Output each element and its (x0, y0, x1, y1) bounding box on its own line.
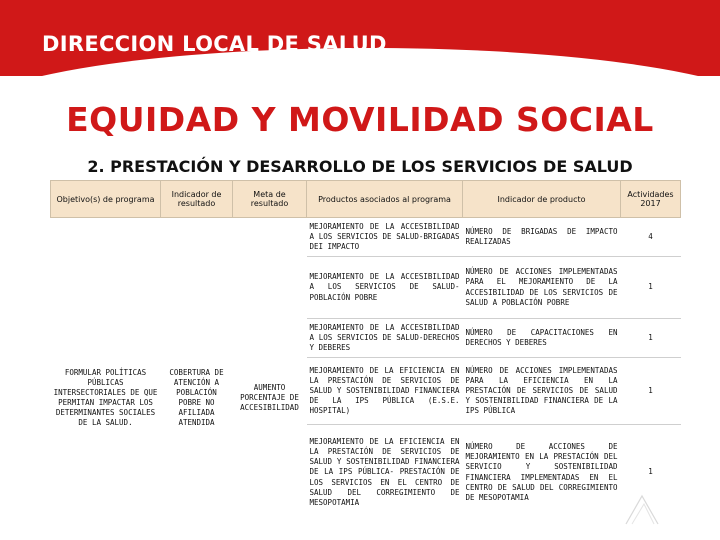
activities-cell: 1 (621, 358, 681, 425)
product-indicator-cell: NÚMERO DE CAPACITACIONES EN DERECHOS Y DEBERES (463, 319, 621, 358)
activities-cell: 4 (648, 231, 653, 241)
result-indicator-cell: COBERTURA DE ATENCIÓN A POBLACIÓN POBRE NO AFILIADA ATENDIDA (169, 367, 224, 428)
product-indicator-cell: NÚMERO DE BRIGADAS DE IMPACTO REALIZADAS (465, 226, 618, 246)
activities-cell: 1 (621, 256, 681, 319)
product-indicator-cell: NÚMERO DE ACCIONES IMPLEMENTADAS PARA LA EFICIENCIA EN LA PRESTACIÓN DE SERVICIOS DE SALUD Y SOSTENIBILIDAD FINANCIERA DE LA IPS PÚBLICA (463, 358, 621, 425)
header-product-indicator: Indicador de producto (463, 181, 621, 218)
page-title: EQUIDAD Y MOVILIDAD SOCIAL (66, 100, 654, 139)
product-cell: MEJORAMIENTO DE LA EFICIENCIA EN LA PRESTACIÓN DE SERVICIOS DE SALUD Y SOSTENIBILIDAD FINANCIERA DE LA IPS PÚBLICA (E.S.E. HOSPITAL) (307, 358, 463, 425)
program-table (50, 180, 681, 520)
objective-cell: FORMULAR POLÍTICAS PÚBLICAS INTERSECTORIALES DE QUE PERMITAN IMPACTAR LOS DETERMINANTES SOCIALES DE LA SALUD. (53, 367, 158, 428)
banner-title: DIRECCION LOCAL DE SALUD (42, 32, 387, 56)
header-objective: Objetivo(s) de programa (51, 181, 161, 218)
product-indicator-cell: NÚMERO DE ACCIONES DE MEJORAMIENTO EN LA PRESTACIÓN DEL SERVICIO Y SOSTENIBILIDAD FINANCIERA IMPLEMENTADAS EN EL CENTRO DE SALUD DEL CORREGIMIENTO DE MESOPOTAMIA (463, 425, 621, 520)
product-cell: MEJORAMIENTO DE LA ACCESIBILIDAD A LOS SERVICIOS DE SALUD-BRIGADAS DEI IMPACTO (309, 221, 460, 251)
header-result-indicator: Indicador de resultado (161, 181, 233, 218)
activities-cell: 1 (621, 425, 681, 520)
activities-cell: 1 (621, 319, 681, 358)
header-products: Productos asociados al programa (307, 181, 463, 218)
decorative-corner-icon (622, 488, 662, 528)
product-indicator-cell: NÚMERO DE ACCIONES IMPLEMENTADAS PARA EL MEJORAMIENTO DE LA ACCESIBILIDAD DE LOS SERVICIOS DE SALUD A POBLACIÓN POBRE (463, 256, 621, 319)
table-row (51, 218, 681, 257)
section-title: 2. PRESTACIÓN Y DESARROLLO DE LOS SERVICIOS DE SALUD (87, 157, 633, 176)
table-header-row (51, 181, 681, 218)
header-activities: Actividades 2017 (621, 181, 681, 218)
product-cell: MEJORAMIENTO DE LA ACCESIBILIDAD A LOS SERVICIOS DE SALUD-POBLACIÓN POBRE (307, 256, 463, 319)
product-cell: MEJORAMIENTO DE LA ACCESIBILIDAD A LOS SERVICIOS DE SALUD-DERECHOS Y DEBERES (307, 319, 463, 358)
header-result-goal: Meta de resultado (233, 181, 307, 218)
header-banner (0, 0, 720, 76)
product-cell: MEJORAMIENTO DE LA EFICIENCIA EN LA PRESTACIÓN DE SERVICIOS DE SALUD Y SOSTENIBILIDAD FINANCIERA DE LA IPS PÚBLICA- PRESTACIÓN DE LOS SERVICIOS EN EL CENTRO DE SALUD DEL CORREGIMIENTO DE MESOPOTAMIA (307, 425, 463, 520)
result-goal-cell: AUMENTO PORCENTAJE DE ACCESIBILIDAD (240, 382, 299, 413)
